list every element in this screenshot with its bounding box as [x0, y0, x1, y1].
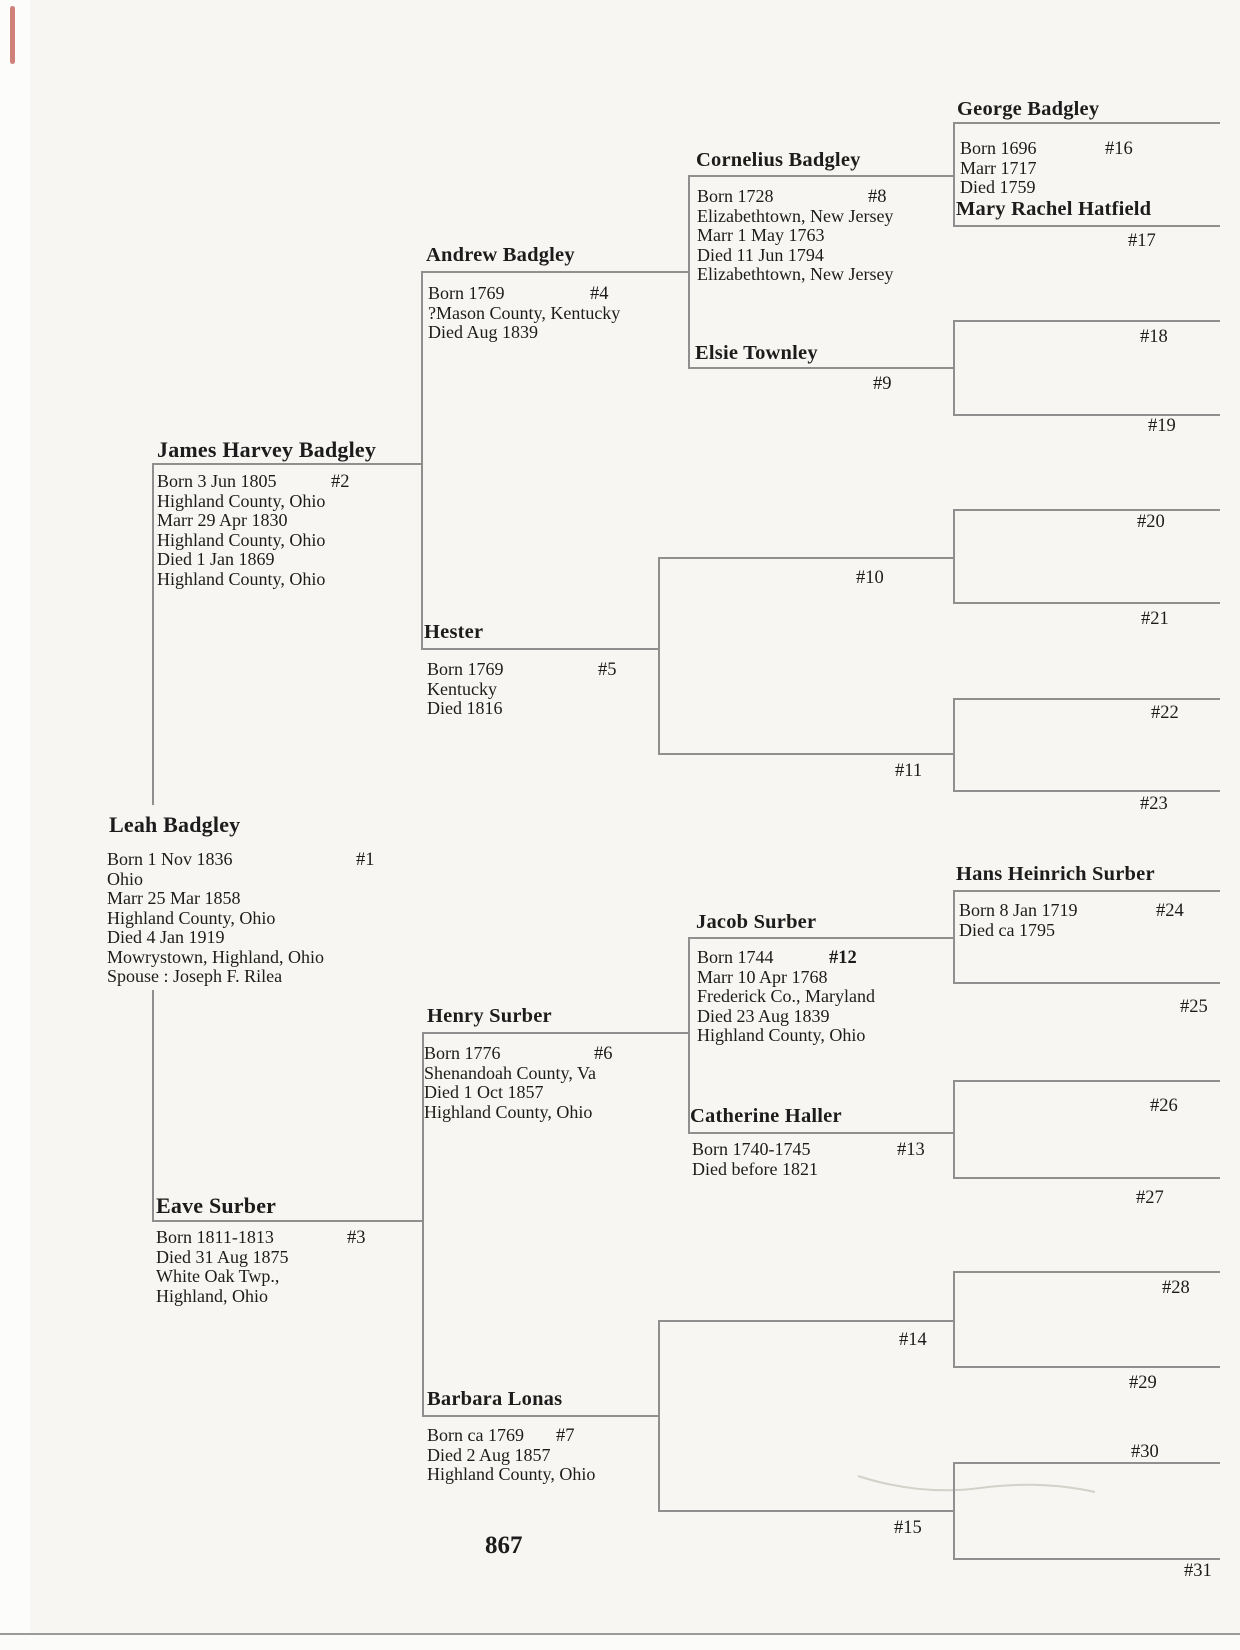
detail-line: Spouse : Joseph F. Rilea [107, 966, 283, 986]
person-name-hans: Hans Heinrich Surber [956, 863, 1155, 885]
detail-line: Born ca 1769 [427, 1425, 524, 1445]
bracket-10-11 [658, 557, 660, 755]
detail-line: Shenandoah County, Va [424, 1062, 596, 1083]
person-details-leah [107, 850, 324, 987]
detail-line: Marr 25 Mar 1858 [107, 888, 241, 908]
slot-label-29: #29 [1129, 1373, 1157, 1393]
person-number-hans: #24 [1156, 901, 1184, 921]
detail-line: Elizabethtown, New Jersey [697, 205, 894, 226]
detail-line: ?Mason County, Kentucky [428, 302, 621, 323]
scan-bottom-margin [0, 1635, 1240, 1650]
person-number-cornelius: #8 [868, 187, 887, 207]
detail-line: Mowrystown, Highland, Ohio [107, 946, 324, 967]
line-slot-31 [953, 1558, 1220, 1560]
line-slot-30 [953, 1462, 1220, 1464]
line-slot-29 [953, 1366, 1220, 1368]
detail-line: Highland County, Ohio [157, 529, 326, 550]
person-details-cornelius [697, 187, 893, 285]
slot-label-15: #15 [894, 1518, 922, 1538]
detail-line: Kentucky [427, 678, 497, 699]
detail-line: Elizabethtown, New Jersey [697, 264, 894, 284]
bracket-james-leah [152, 463, 154, 805]
slot-label-11: #11 [895, 761, 923, 781]
line-elsie [688, 367, 955, 369]
line-catherine [688, 1132, 955, 1134]
slot-label-23: #23 [1140, 794, 1168, 814]
line-slot-10 [658, 557, 955, 559]
line-hester [422, 648, 660, 650]
person-details-eave [156, 1228, 289, 1306]
line-slot-27 [953, 1177, 1220, 1179]
person-details-hans [959, 901, 1078, 940]
slot-label-20: #20 [1137, 512, 1165, 532]
scan-red-mark [10, 6, 15, 64]
detail-line: Frederick Co., Maryland [697, 986, 875, 1006]
detail-line: Born 1769 [427, 659, 504, 679]
slot-label-10: #10 [856, 568, 884, 588]
person-name-mary: Mary Rachel Hatfield [956, 198, 1152, 220]
person-details-hester [427, 660, 504, 719]
line-henry [422, 1032, 690, 1034]
line-slot-11 [658, 753, 955, 755]
person-details-catherine [692, 1140, 818, 1179]
slot-label-27: #27 [1136, 1188, 1164, 1208]
detail-line: White Oak Twp., [156, 1266, 280, 1286]
detail-line: Highland County, Ohio [107, 907, 276, 928]
line-jacob [688, 937, 955, 939]
person-name-hester: Hester [424, 621, 484, 643]
line-george [953, 122, 1220, 124]
detail-line: Died 2 Aug 1857 [427, 1444, 551, 1465]
person-name-barbara: Barbara Lonas [427, 1388, 563, 1410]
detail-line: Born 1776 [424, 1043, 501, 1063]
line-slot-26 [953, 1080, 1220, 1082]
line-hans [953, 890, 1220, 892]
detail-line: Highland County, Ohio [424, 1101, 593, 1122]
slot-label-14: #14 [899, 1330, 927, 1350]
detail-line: Died 11 Jun 1794 [697, 244, 824, 265]
page-number: 867 [485, 1532, 523, 1559]
person-name-jacob: Jacob Surber [696, 911, 817, 933]
person-number-james: #2 [331, 472, 350, 492]
slot-label-19: #19 [1148, 416, 1176, 436]
person-number-mary: #17 [1128, 231, 1156, 251]
line-slot-19 [953, 414, 1220, 416]
detail-line: Marr 1717 [960, 157, 1037, 178]
line-mary [953, 225, 1220, 227]
line-slot-18 [953, 320, 1220, 322]
person-name-cornelius: Cornelius Badgley [696, 149, 861, 171]
person-name-eave: Eave Surber [156, 1193, 277, 1218]
slot-label-25: #25 [1180, 997, 1208, 1017]
detail-line: Died 31 Aug 1875 [156, 1246, 289, 1267]
slot-label-21: #21 [1141, 609, 1169, 629]
line-slot-15 [658, 1510, 955, 1512]
person-number-henry: #6 [594, 1044, 613, 1064]
detail-line: Died 1 Jan 1869 [157, 549, 275, 569]
person-name-james: James Harvey Badgley [157, 437, 377, 462]
detail-line: Born 1744 [697, 947, 774, 967]
person-number-barbara: #7 [556, 1426, 575, 1446]
detail-line: Highland County, Ohio [157, 568, 326, 589]
slot-label-26: #26 [1150, 1096, 1178, 1116]
detail-line: Born 1 Nov 1836 [107, 849, 233, 869]
detail-line: Highland County, Ohio [427, 1464, 596, 1484]
person-details-henry [424, 1044, 596, 1122]
scan-left-margin [0, 0, 30, 1650]
detail-line: Died 1 Oct 1857 [424, 1082, 544, 1102]
detail-line: Marr 29 Apr 1830 [157, 510, 288, 530]
detail-line: Died 4 Jan 1919 [107, 927, 225, 947]
detail-line: Born 1740-1745 [692, 1139, 811, 1159]
person-number-hester: #5 [598, 660, 617, 680]
detail-line: Died ca 1795 [959, 919, 1055, 940]
person-number-leah: #1 [356, 850, 375, 870]
slot-label-22: #22 [1151, 703, 1179, 723]
line-slot-22 [953, 698, 1220, 700]
person-number-elsie: #9 [873, 374, 892, 394]
detail-line: Highland County, Ohio [697, 1025, 866, 1045]
detail-line: Born 1728 [697, 186, 774, 206]
line-eave [152, 1220, 423, 1222]
slot-label-30: #30 [1131, 1442, 1159, 1462]
bracket-leah-eave [152, 990, 154, 1222]
detail-line: Born 8 Jan 1719 [959, 900, 1078, 920]
detail-line: Died 1816 [427, 698, 503, 718]
person-number-andrew: #4 [590, 284, 609, 304]
slot-label-31: #31 [1184, 1561, 1212, 1581]
detail-line: Died Aug 1839 [428, 322, 538, 342]
detail-line: Highland County, Ohio [157, 490, 326, 511]
person-name-george: George Badgley [957, 98, 1100, 120]
detail-line: Ohio [107, 868, 143, 889]
person-name-leah: Leah Badgley [109, 812, 241, 837]
line-slot-23 [953, 790, 1220, 792]
line-slot-25 [953, 982, 1220, 984]
person-number-eave: #3 [347, 1228, 366, 1248]
person-details-james [157, 472, 325, 589]
line-barbara [422, 1415, 660, 1417]
detail-line: Died before 1821 [692, 1158, 818, 1179]
bracket-26-27 [953, 1080, 955, 1179]
line-andrew [421, 271, 690, 273]
detail-line: Highland, Ohio [156, 1285, 268, 1306]
line-cornelius [688, 175, 955, 177]
line-slot-14 [658, 1320, 955, 1322]
detail-line: Born 1696 [960, 138, 1037, 158]
line-slot-21 [953, 602, 1220, 604]
slot-label-28: #28 [1162, 1278, 1190, 1298]
detail-line: Born 3 Jun 1805 [157, 471, 277, 491]
scan-artifact-squiggle [850, 1462, 1100, 1502]
bracket-22-23 [953, 698, 955, 792]
detail-line: Died 23 Aug 1839 [697, 1005, 830, 1026]
line-james [152, 463, 423, 465]
person-name-henry: Henry Surber [427, 1005, 552, 1027]
line-slot-28 [953, 1271, 1220, 1273]
detail-line: Marr 1 May 1763 [697, 225, 825, 245]
person-number-jacob: #12 [829, 948, 857, 968]
slot-label-18: #18 [1140, 327, 1168, 347]
person-name-andrew: Andrew Badgley [426, 244, 575, 266]
detail-line: Born 1811-1813 [156, 1227, 274, 1247]
person-number-catherine: #13 [897, 1140, 925, 1160]
person-name-elsie: Elsie Townley [695, 342, 818, 364]
bracket-andrew-hester [421, 271, 423, 650]
person-number-george: #16 [1105, 139, 1133, 159]
detail-line: Died 1759 [960, 177, 1036, 197]
detail-line: Marr 10 Apr 1768 [697, 966, 828, 987]
line-slot-20 [953, 509, 1220, 511]
person-name-catherine: Catherine Haller [690, 1105, 842, 1127]
person-details-george [960, 139, 1037, 198]
detail-line: Born 1769 [428, 283, 505, 303]
